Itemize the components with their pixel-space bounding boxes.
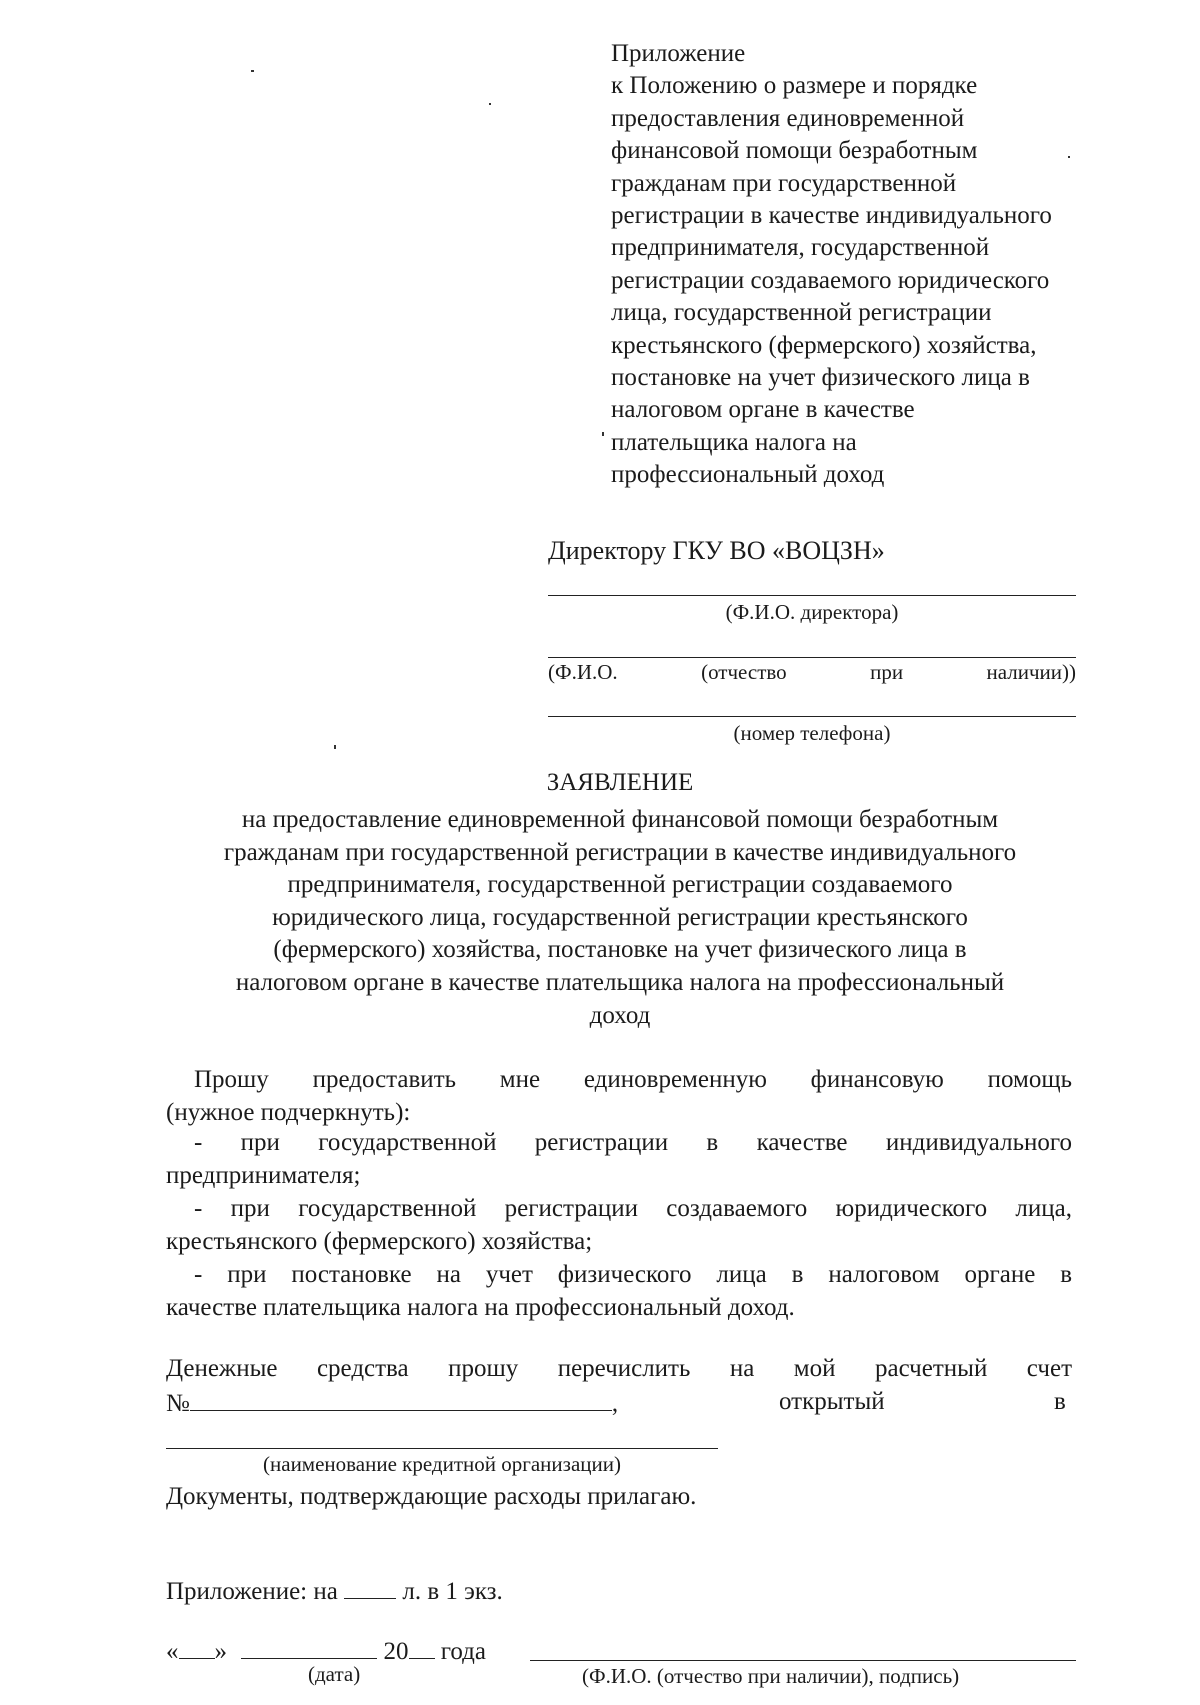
option-legal-entity[interactable]: - при государственной регистрации создаваемого юридического лица, [194,1195,1072,1222]
annex-line: лица, государственной регистрации [611,299,992,327]
subtitle-line: юридического лица, государственной регистрации крестьянского [272,903,968,931]
scan-speck [602,432,604,436]
signature-caption: (Ф.И.О. (отчество при наличии), подпись) [582,1664,960,1688]
caption-word: (отчество [701,660,787,684]
day-field[interactable] [179,1636,215,1659]
request-text: Прошу предоставить мне единовременную финансовую помощь [194,1066,1072,1093]
scan-speck [334,745,336,749]
annex-line: гражданам при государственной [611,169,957,197]
documents-note: Документы, подтверждающие расходы прилагаю. [166,1483,697,1510]
annex-line: к Положению о размере и порядке [611,72,978,100]
in-word: в [1054,1388,1066,1415]
director-name-caption: (Ф.И.О. директора) [725,600,899,624]
attachment-suffix: л. в 1 экз. [402,1578,503,1605]
annex-heading [611,38,1131,492]
option-legal-entity-cont: крестьянского (фермерского) хозяйства; [166,1228,593,1255]
year-suffix: года [440,1638,486,1665]
subtitle-line: (фермерского) хозяйства, постановке на учет физического лица в [273,936,967,964]
statement-title: ЗАЯВЛЕНИЕ [546,769,694,796]
annex-line: плательщика налога на [611,428,857,456]
annex-line: налоговом органе в качестве [611,396,915,424]
year-field[interactable] [409,1636,435,1659]
annex-line: профессиональный доход [611,461,885,489]
scan-speck [489,103,491,105]
applicant-name-field[interactable] [548,657,1076,658]
annex-line: регистрации создаваемого юридического [611,266,1050,294]
caption-word: при [870,660,904,684]
date-caption: (дата) [308,1662,361,1686]
sheet-count-field[interactable] [344,1576,396,1599]
caption-word: наличии)) [986,660,1076,684]
addressee-director: Директору ГКУ ВО «ВОЦЗН» [548,536,885,565]
phone-caption: (номер телефона) [733,721,891,745]
signature-field[interactable] [530,1660,1076,1661]
scan-speck [251,70,254,72]
bank-name-field[interactable] [166,1448,718,1449]
annex-line: предоставления единовременной [611,104,965,132]
annex-line: предпринимателя, государственной [611,234,990,262]
option-self-employed-cont: качестве плательщика налога на профессиональный доход. [166,1294,795,1321]
annex-line: финансовой помощи безработным [611,137,978,165]
phone-field[interactable] [548,716,1076,717]
applicant-name-caption [548,660,1076,685]
month-field[interactable] [241,1636,377,1659]
annex-line: Приложение [611,40,746,67]
year-prefix: 20 [383,1638,409,1665]
account-number-row [166,1388,618,1418]
subtitle-line: на предоставление единовременной финансовой помощи безработным [241,806,999,833]
date-close-quote: » [214,1638,227,1665]
option-individual-entrepreneur[interactable]: - при государственной регистрации в качестве индивидуального [194,1129,1072,1156]
statement-subtitle [160,804,1080,1032]
opened-word: открытый [779,1388,885,1415]
request-note: (нужное подчеркнуть): [166,1099,411,1126]
annex-line: постановке на учет физического лица в [611,364,1030,392]
annex-line: крестьянского (фермерского) хозяйства, [611,331,1037,359]
director-name-field[interactable] [548,595,1076,596]
number-sign: № [166,1390,190,1417]
account-number-field[interactable] [190,1388,612,1411]
attachment-row [166,1576,503,1606]
annex-line: регистрации в качестве индивидуального [611,202,1052,230]
subtitle-line: предпринимателя, государственной регистрации создаваемого [287,871,953,899]
option-self-employed[interactable]: - при постановке на учет физического лица в налоговом органе в [194,1261,1072,1288]
subtitle-line: налоговом органе в качестве плательщика налога на профессиональный [235,968,1005,996]
subtitle-line: доход [589,1001,651,1029]
option-individual-entrepreneur-cont: предпринимателя; [166,1162,361,1189]
bank-name-caption: (наименование кредитной организации) [263,1452,621,1476]
caption-word: (Ф.И.О. [548,660,618,684]
funds-transfer-text: Денежные средства прошу перечислить на мой расчетный счет [166,1355,1072,1382]
attachment-prefix: Приложение: на [166,1578,338,1605]
subtitle-line: гражданам при государственной регистрации в качестве индивидуального [223,838,1017,866]
comma: , [611,1390,619,1417]
date-open-quote: « [166,1638,179,1665]
